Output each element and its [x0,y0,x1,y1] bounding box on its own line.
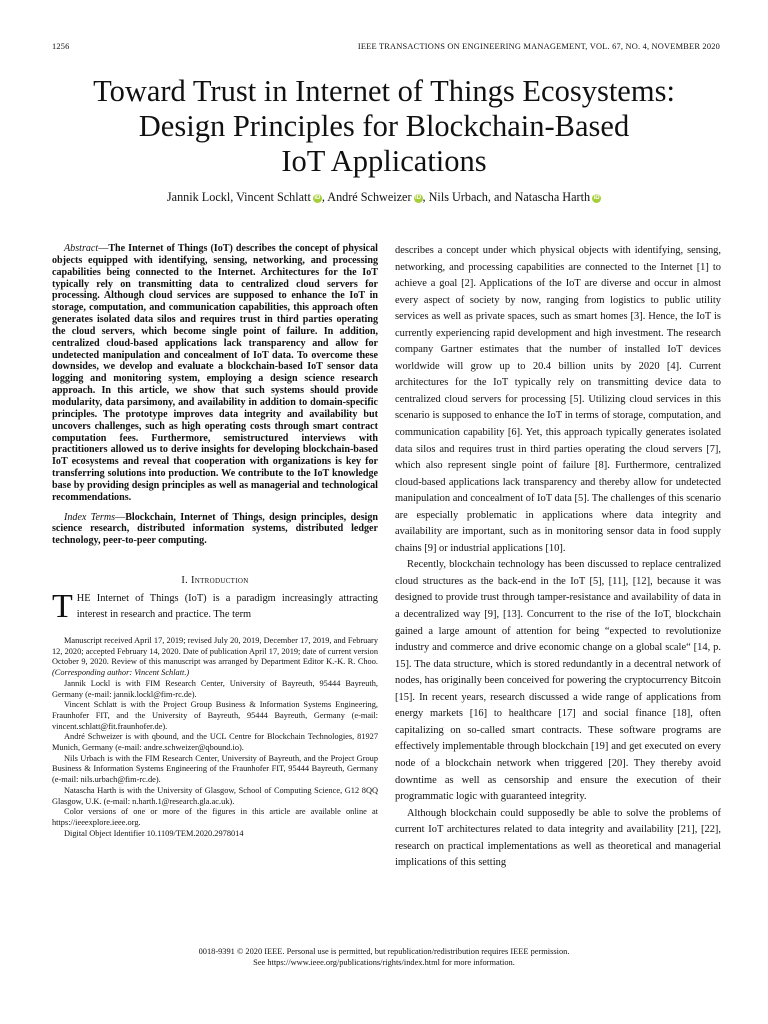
paper-title [40,74,728,179]
footnote [52,807,378,828]
running-header [52,42,720,56]
abstract-dash: — [98,243,109,254]
index-terms-label: Index Terms [64,511,116,523]
section-heading [52,575,378,587]
section-number: I. [181,575,191,587]
footnote-text: Nils Urbach is with the FIM Research Center, University of Bayreuth, and the Project Group Business & Information Systems Engineering of the Fraunhofer FIT, 95444 Bayreuth, Germany (e-mail: nils.urbach@fim-rc.de). [52,753,378,785]
orcid-icon[interactable]: iD [415,195,422,201]
copyright-footer [40,946,728,968]
title-line: Design Principles for Blockchain-Based [138,109,630,143]
footnote-text: Natascha Harth is with the University of Glasgow, School of Computing Science, G12 8QQ Glasgow, U.K. (e-mail: n.harth.1@research.gla.ac.uk). [52,785,378,806]
page-number: 1256 [52,42,70,51]
footnote [52,679,378,700]
copyright-line: 0018-9391 © 2020 IEEE. Personal use is permitted, but republication/redistribution requires IEEE permission. [198,947,570,956]
body-paragraph: Recently, blockchain technology has been discussed to replace centralized cloud structures as the back-end in the IoT [5], [11], [12], because it was designed to provide trust through tamper-resistance and availability of data in a decentralized way [9], [13]. Concurrent to the rise of the IoT, blockchain gained a large amount of attention for being “expected to revolutionize industry and commerce and drive economic change on a global scale“ [14, p. 15]. The data structure, which is stored redundantly in a decentral network of nodes, has originally been conceived for powering the cryptocurrency Bitcoin [15]. In recent years, research discussed a wide range of applications from energy markets [16] to healthcare [17] and social finance [18], often capitalizing on so-called smart contracts. These software programs are effectively implementable through blockchain [19] and get executed on every node of a blockchain network when triggered [20]. They thereby avoid downtime as well as censorship and ensure the execution of their programmatic logic with guaranteed integrity. [395,559,721,803]
abstract-label: Abstract [64,243,99,254]
journal-citation: IEEE TRANSACTIONS ON ENGINEERING MANAGEMENT, VOL. 67, NO. 4, NOVEMBER 2020 [357,42,720,51]
footnote-text: Vincent Schlatt is with the Project Group Business & Information Systems Engineering, Fraunhofer FIT, and the University of Bayreuth, 95444 Bayreuth, Germany (e-mail: vincent.schlatt@fit.fraunhofer.de). [52,700,378,731]
footnote [52,700,378,732]
rights-link-line: See https://www.ieee.org/publications/rights/index.html for more information. [253,958,515,967]
index-terms-dash: — [115,511,126,523]
footnote-text: André Schweizer is with qbound, and the UCL Centre for Blockchain Technologies, 81927 Munich, Germany (e-mail: andre.schweizer@qbound.io). [52,732,378,753]
title-line: IoT Applications [281,144,487,178]
footnote-text: Digital Object Identifier 10.1109/TEM.2020.2978014 [64,828,244,838]
author-names-3: , Nils Urbach, and Natascha Harth [422,190,591,204]
orcid-icon[interactable]: iD [314,195,321,201]
body-paragraph: Although blockchain could supposedly be able to solve the problems of current IoT architectures related to data integrity and availability [21], [22], research on practical implementations as well as theoretical and managerial implications of this setting [395,807,721,869]
author-names-1: Jannik Lockl, Vincent Schlatt [166,190,311,204]
abstract-text: The Internet of Things (IoT) describes the concept of physical objects equipped with identifying, sensing, networking, and processing capabilities being connected to the Internet. Architectures for the IoT typically rely on transmitting data to centralized cloud servers for processing. Although cloud services are supposed to enhance the IoT in storage, computation, and communication capabilities, this approach often generates isolated data silos and requires trust in third parties operating the cloud servers, which become single point of failure. In addition, centralized cloud-based applications lack transparency and allow for undetected manipulation and concealment of IoT data. To overcome these downsides, we develop and evaluate a blockchain-based IoT sensor data logging and monitoring system, employing a design science research approach. In this article, we show that such systems should provide modularity, data parsimony, and availability in addition to domain-specific principles. The prototype improves data integrity and availability but uncovers challenges, such as high operating costs through smart contract computation fees. Furthermore, semistructured interviews with practitioners allowed us to derive insights for developing blockchain-based IoT ecosystems and reveal that cooperation with organizations is key for transferring solutions into production. We contribute to the IoT knowledge base by providing design principles as well as managerial and technological recommendations. [52,243,378,503]
footnote-text: Jannik Lockl is with FIM Research Center, University of Bayreuth, 95444 Bayreuth, Germany (e-mail: jannik.lockl@fim-rc.de). [52,678,378,699]
author-names-2: , André Schweizer [321,190,412,204]
orcid-icon[interactable]: iD [593,195,600,201]
abstract [52,243,378,504]
footnotes [52,636,378,839]
section-title: Introduction [190,575,249,587]
footnote-italic: (Corresponding author: Vincent Schlatt.) [52,668,190,678]
intro-text: HE Internet of Things (IoT) is a paradigm increasingly attracting interest in research and practice. The term [76,593,378,620]
title-line: Toward Trust in Internet of Things Ecosystems: [93,74,675,108]
author-list [40,190,728,205]
body-paragraph: describes a concept under which physical objects with identifying, sensing, networking, and processing capabilities are connected to the Internet [1] to achieve a goal [2]. Applications of the IoT are diverse and occur in almost every aspect of society by now, ranging from logistics to public utility services as well as private spaces, such as smart homes [3]. Hence, the IoT is currently experiencing rapid development and high investment. The research company Gartner estimates that the number of installed IoT devices worldwide will grow up to 20.4 billion units by 2020 [4]. Current architectures for the IoT typically rely on transmitting device data to centralized cloud servers for processing [5]. Utilizing cloud services in this scenario is supposed to enhance the IoT in terms of storage, computation, and communication capability [6]. Yet, this approach typically generates isolated data silos and requires trust in third parties operating the cloud servers [7], which also represent single point of failure [8]. Furthermore, centralized cloud-based applications lack transparency and thereby allow for undetected manipulation and concealment of IoT data [5]. The challenges of this scenario are especially problematic in applications where data integrity and availability are important, such as in monitoring sensor data in food supply chains [9] or industrial applications [10]. [395,245,721,554]
footnote [52,829,378,840]
footnote [52,732,378,753]
footnote [52,786,378,807]
left-column [52,243,378,839]
index-terms-text: Blockchain, Internet of Things, design principles, design science research, distributed information systems, distributed ledger technology, peer-to-peer computing. [52,511,378,547]
right-column [395,243,721,872]
footnote-text: Color versions of one or more of the figures in this article are available online at https://ieeexplore.ieee.org. [52,807,378,827]
index-terms [52,512,378,548]
footnote-text: Manuscript received April 17, 2019; revised July 20, 2019, December 17, 2019, and February 12, 2020; accepted February 14, 2020. Date of publication April 17, 2019; date of current version October 9, 2020. Review of this manuscript was arranged by Department Editor K.-K. R. Choo. [52,636,378,667]
intro-paragraph [52,588,378,625]
footnote [52,754,378,786]
footnote [52,636,378,679]
drop-cap: T [52,588,73,625]
